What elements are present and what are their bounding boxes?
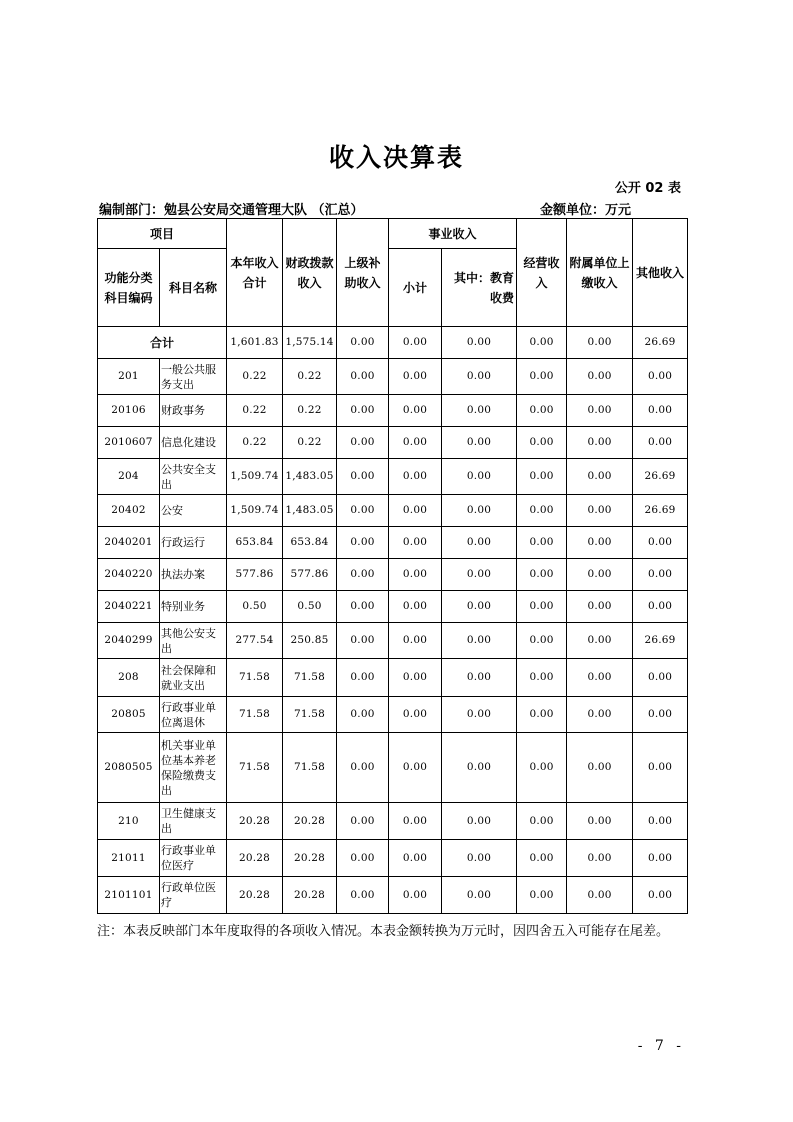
row-value: 0.00 [442,359,517,395]
row-value: 0.00 [337,659,389,697]
row-value: 71.58 [283,659,337,697]
row-value: 0.22 [283,427,337,459]
row-value: 0.00 [442,527,517,559]
row-value: 0.00 [389,495,442,527]
header-project: 项目 [98,219,227,249]
row-value: 0.00 [337,559,389,591]
row-value: 0.00 [567,459,633,495]
table-row [98,659,688,697]
row-value: 0.00 [567,527,633,559]
header-education: 其中：教育收费 [442,249,517,327]
row-value: 0.00 [517,697,567,733]
row-value: 0.00 [567,427,633,459]
row-value: 0.00 [337,877,389,914]
row-value: 0.00 [567,840,633,877]
row-name: 信息化建设 [160,427,227,459]
row-value: 0.00 [633,877,688,914]
row-value: 0.00 [389,427,442,459]
row-value: 0.00 [442,803,517,840]
row-value: 0.00 [633,803,688,840]
table-code: 公开 02 表 [614,181,681,196]
table-row [98,527,688,559]
row-value: 0.00 [517,840,567,877]
row-value: 0.00 [517,395,567,427]
header-func-code: 功能分类科目编码 [98,249,160,327]
row-value: 577.86 [227,559,283,591]
row-name: 机关事业单位基本养老保险缴费支出 [160,733,227,803]
row-value: 26.69 [633,459,688,495]
header-total: 本年收入合计 [227,219,283,327]
row-value: 0.00 [442,395,517,427]
row-value: 20.28 [227,840,283,877]
row-value: 0.00 [389,733,442,803]
table-row [98,495,688,527]
total-cell: 0.00 [567,327,633,359]
row-value: 0.00 [337,697,389,733]
row-code: 201 [98,359,160,395]
row-name: 特别业务 [160,591,227,623]
row-name: 执法办案 [160,559,227,591]
row-value: 0.00 [567,659,633,697]
header-affiliated: 附属单位上缴收入 [567,219,633,327]
row-value: 0.22 [227,395,283,427]
row-code: 20805 [98,697,160,733]
row-code: 204 [98,459,160,495]
row-value: 1,483.05 [283,495,337,527]
row-value: 20.28 [283,803,337,840]
row-value: 0.00 [442,840,517,877]
row-name: 一般公共服务支出 [160,359,227,395]
header-operating: 经营收入 [517,219,567,327]
row-value: 26.69 [633,495,688,527]
row-value: 250.85 [283,623,337,659]
row-value: 0.00 [633,697,688,733]
row-code: 2040299 [98,623,160,659]
total-cell: 1,575.14 [283,327,337,359]
row-value: 0.00 [517,495,567,527]
row-value: 0.00 [567,877,633,914]
row-value: 71.58 [227,659,283,697]
row-value: 0.00 [567,395,633,427]
table-row [98,697,688,733]
row-value: 0.00 [442,559,517,591]
total-cell: 1,601.83 [227,327,283,359]
header-subject-name: 科目名称 [160,249,227,327]
row-value: 0.00 [389,591,442,623]
row-value: 1,509.74 [227,459,283,495]
total-row [98,327,688,359]
row-value: 653.84 [283,527,337,559]
row-value: 0.00 [517,427,567,459]
row-value: 0.00 [389,559,442,591]
header-subtotal: 小计 [389,249,442,327]
row-code: 2040201 [98,527,160,559]
row-value: 0.00 [337,623,389,659]
row-code: 210 [98,803,160,840]
table-row [98,359,688,395]
row-value: 0.00 [633,527,688,559]
row-value: 0.00 [337,803,389,840]
income-table [97,218,688,914]
row-value: 71.58 [227,697,283,733]
table-row [98,591,688,623]
row-name: 社会保障和就业支出 [160,659,227,697]
row-value: 0.00 [567,733,633,803]
footnote: 注：本表反映部门本年度取得的各项收入情况。本表金额转换为万元时，因四舍五入可能存在尾差。 [97,924,670,939]
row-value: 0.22 [227,359,283,395]
row-value: 0.00 [517,623,567,659]
row-value: 0.00 [633,359,688,395]
row-value: 0.00 [442,459,517,495]
header-other: 其他收入 [633,219,688,327]
row-value: 0.00 [442,697,517,733]
row-value: 0.00 [633,559,688,591]
row-value: 0.00 [633,733,688,803]
row-value: 0.00 [517,527,567,559]
row-value: 0.00 [337,527,389,559]
row-value: 0.00 [389,803,442,840]
row-value: 0.00 [442,623,517,659]
row-code: 20402 [98,495,160,527]
row-value: 0.00 [337,840,389,877]
row-code: 208 [98,659,160,697]
row-value: 20.28 [283,840,337,877]
row-value: 0.22 [227,427,283,459]
row-value: 0.00 [517,659,567,697]
row-value: 577.86 [283,559,337,591]
row-value: 0.00 [389,623,442,659]
row-name: 行政事业单位离退休 [160,697,227,733]
total-cell: 26.69 [633,327,688,359]
row-value: 0.00 [517,559,567,591]
row-value: 0.22 [283,359,337,395]
unit-label: 金额单位：万元 [540,203,632,218]
header-fiscal: 财政拨款收入 [283,219,337,327]
row-value: 20.28 [227,803,283,840]
table-row [98,395,688,427]
row-value: 0.22 [283,395,337,427]
department-label: 编制部门：勉县公安局交通管理大队 （汇总） [99,203,364,218]
row-value: 0.00 [389,659,442,697]
total-label: 合计 [98,327,227,359]
row-value: 0.00 [337,733,389,803]
row-value: 0.50 [227,591,283,623]
row-value: 0.00 [633,591,688,623]
row-value: 0.00 [567,623,633,659]
row-value: 20.28 [283,877,337,914]
row-name: 其他公安支出 [160,623,227,659]
table-row [98,559,688,591]
row-value: 0.50 [283,591,337,623]
row-value: 0.00 [517,733,567,803]
total-cell: 0.00 [337,327,389,359]
row-name: 行政运行 [160,527,227,559]
total-cell: 0.00 [389,327,442,359]
row-name: 公共安全支出 [160,459,227,495]
row-name: 卫生健康支出 [160,803,227,840]
total-cell: 0.00 [442,327,517,359]
row-code: 2101101 [98,877,160,914]
row-value: 653.84 [227,527,283,559]
row-value: 0.00 [633,427,688,459]
row-value: 0.00 [442,591,517,623]
row-value: 0.00 [633,395,688,427]
page-number: - 7 - [637,1038,685,1054]
row-value: 0.00 [337,495,389,527]
table-row [98,459,688,495]
row-name: 行政事业单位医疗 [160,840,227,877]
row-value: 71.58 [283,733,337,803]
row-value: 0.00 [389,459,442,495]
row-value: 0.00 [633,659,688,697]
header-business: 事业收入 [389,219,517,249]
row-value: 0.00 [337,591,389,623]
header-superior: 上级补助收入 [337,219,389,327]
row-value: 71.58 [283,697,337,733]
row-value: 71.58 [227,733,283,803]
table-row [98,733,688,803]
row-value: 0.00 [337,459,389,495]
row-value: 0.00 [389,395,442,427]
row-value: 0.00 [567,591,633,623]
row-value: 0.00 [442,659,517,697]
row-value: 0.00 [442,427,517,459]
total-cell: 0.00 [517,327,567,359]
row-value: 0.00 [389,527,442,559]
table-row [98,623,688,659]
row-value: 0.00 [517,877,567,914]
row-value: 0.00 [567,803,633,840]
table-row [98,803,688,840]
row-value: 0.00 [337,359,389,395]
table-row [98,427,688,459]
row-value: 0.00 [517,803,567,840]
row-value: 0.00 [337,395,389,427]
row-value: 0.00 [442,877,517,914]
row-code: 2040221 [98,591,160,623]
row-value: 0.00 [337,427,389,459]
row-value: 0.00 [567,697,633,733]
table-row [98,840,688,877]
row-code: 2040220 [98,559,160,591]
row-value: 26.69 [633,623,688,659]
row-value: 0.00 [517,591,567,623]
row-value: 0.00 [442,495,517,527]
row-value: 0.00 [442,733,517,803]
table-row [98,877,688,914]
row-value: 0.00 [389,359,442,395]
row-value: 0.00 [517,359,567,395]
row-value: 277.54 [227,623,283,659]
row-value: 0.00 [567,359,633,395]
page-title: 收入决算表 [328,143,464,172]
row-value: 0.00 [567,495,633,527]
row-value: 0.00 [517,459,567,495]
row-value: 20.28 [227,877,283,914]
row-value: 1,509.74 [227,495,283,527]
row-value: 0.00 [389,697,442,733]
row-code: 2010607 [98,427,160,459]
row-name: 财政事务 [160,395,227,427]
row-code: 2080505 [98,733,160,803]
row-code: 21011 [98,840,160,877]
row-value: 0.00 [567,559,633,591]
row-value: 0.00 [389,840,442,877]
row-value: 0.00 [389,877,442,914]
row-code: 20106 [98,395,160,427]
row-name: 行政单位医疗 [160,877,227,914]
row-name: 公安 [160,495,227,527]
row-value: 1,483.05 [283,459,337,495]
row-value: 0.00 [633,840,688,877]
